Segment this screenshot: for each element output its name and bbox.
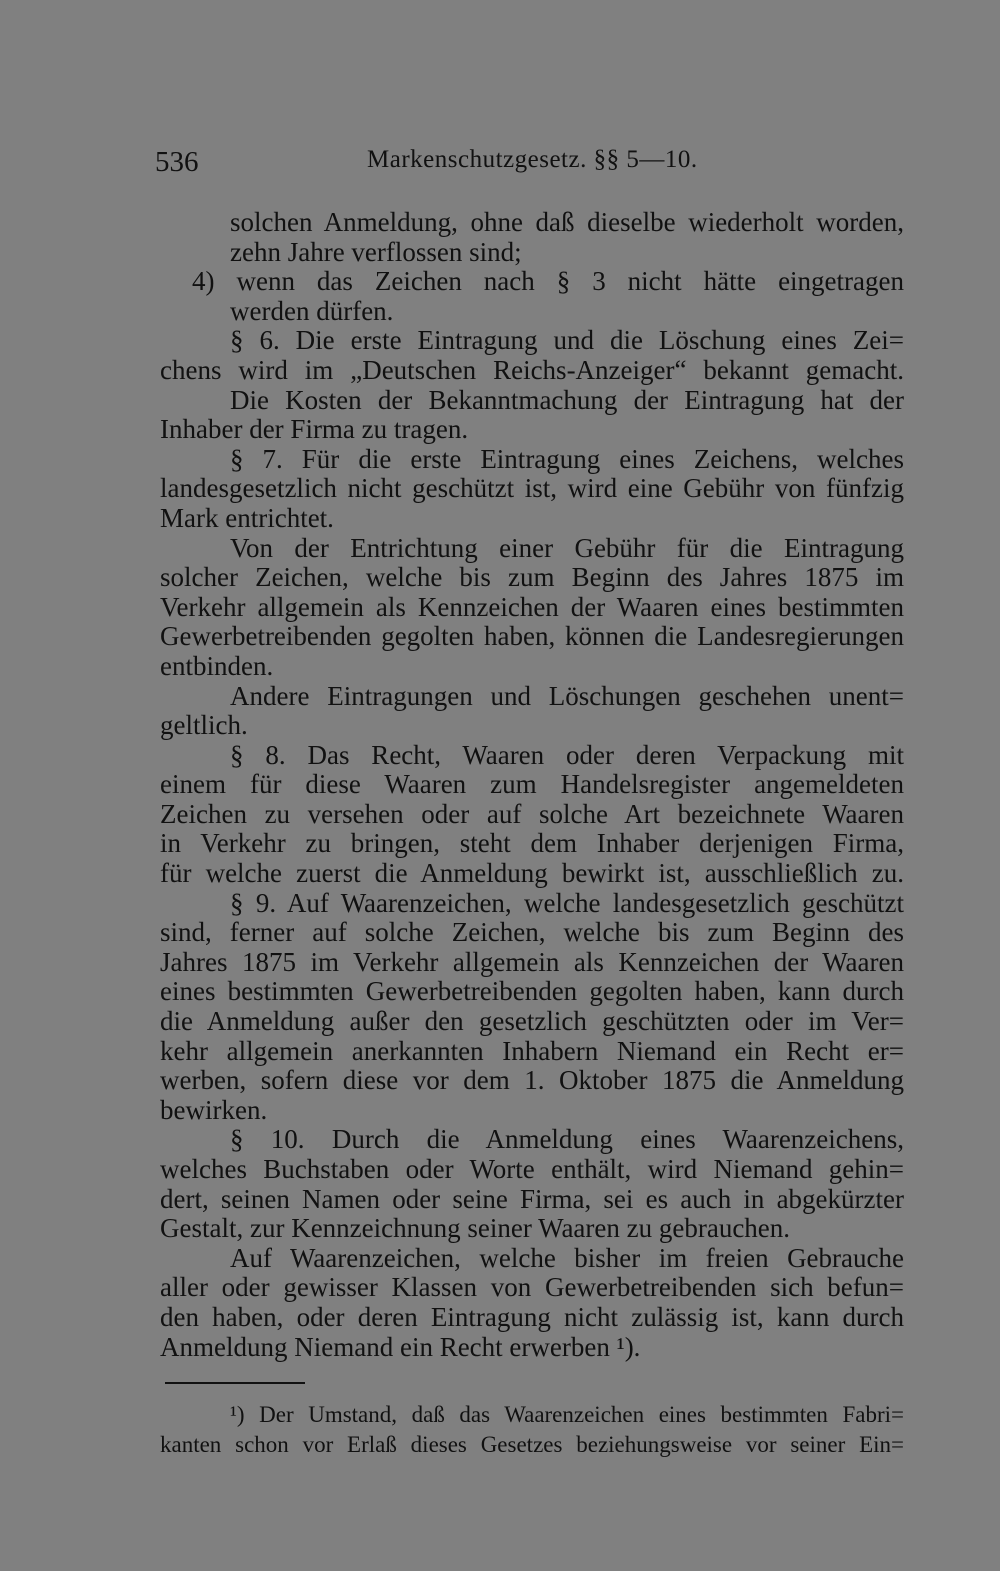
footnote-line: ¹) Der Umstand, daß das Waarenzeichen eines bestimmten Fabri=: [230, 1402, 904, 1427]
text-line: landesgesetzlich nicht geschützt ist, wird eine Gebühr von fünfzig: [160, 474, 904, 504]
text-line: Von der Entrichtung einer Gebühr für die Eintragung: [230, 533, 904, 563]
text-line: aller oder gewisser Klassen von Gewerbetreibenden sich befun=: [160, 1273, 904, 1303]
text-line: § 9. Auf Waarenzeichen, welche landesgesetzlich geschützt: [230, 888, 904, 918]
text-line: Die Kosten der Bekanntmachung der Eintragung hat der: [230, 385, 904, 415]
text-line: § 7. Für die erste Eintragung eines Zeichens, welches: [230, 444, 904, 474]
text-line: Jahres 1875 im Verkehr allgemein als Kennzeichen der Waaren: [160, 947, 904, 977]
text-line: kehr allgemein anerkannten Inhabern Niemand ein Recht er=: [160, 1036, 904, 1066]
text-line: entbinden.: [160, 651, 274, 681]
text-line: sind, ferner auf solche Zeichen, welche bis zum Beginn des: [160, 918, 904, 948]
text-line: eines bestimmten Gewerbetreibenden gegolten haben, kann durch: [160, 977, 904, 1007]
page-header: [155, 142, 915, 186]
text-line: Andere Eintragungen und Löschungen geschehen unent=: [230, 681, 904, 711]
text-line: Auf Waarenzeichen, welche bisher im freien Gebrauche: [230, 1243, 904, 1273]
footnote-line: kanten schon vor Erlaß dieses Gesetzes beziehungsweise vor seiner Ein=: [160, 1431, 904, 1457]
text-line: solcher Zeichen, welche bis zum Beginn des Jahres 1875 im: [160, 563, 904, 593]
text-line: § 6. Die erste Eintragung und die Löschung eines Zei=: [230, 326, 904, 356]
text-line: Verkehr allgemein als Kennzeichen der Waaren eines bestimmten: [160, 592, 904, 622]
text-line: § 8. Das Recht, Waaren oder deren Verpackung mit: [230, 740, 904, 770]
running-title: Markenschutzgesetz. §§ 5—10.: [367, 146, 698, 173]
footnote-rule: [165, 1382, 305, 1384]
text-line: die Anmeldung außer den gesetzlich geschützten oder im Ver=: [160, 1007, 904, 1037]
text-line: werden dürfen.: [230, 296, 394, 326]
text-line: welches Buchstaben oder Worte enthält, wird Niemand gehin=: [160, 1155, 904, 1184]
text-line: dert, seinen Namen oder seine Firma, sei es auch in abgekürzter: [160, 1184, 904, 1214]
text-line: geltlich.: [160, 711, 248, 741]
text-line: Gestalt, zur Kennzeichnung seiner Waaren zu gebrauchen.: [160, 1214, 791, 1244]
text-line: werben, sofern diese vor dem 1. Oktober 1875 die Anmeldung: [160, 1066, 904, 1096]
text-line: Gewerbetreibenden gegolten haben, können die Landesregierungen: [160, 622, 904, 652]
text-line: in Verkehr zu bringen, steht dem Inhaber derjenigen Firma,: [160, 829, 904, 859]
text-line: bewirken.: [160, 1095, 268, 1125]
text-line: Mark entrichtet.: [160, 503, 334, 533]
page-number: 536: [155, 146, 199, 178]
text-line: 4) wenn das Zeichen nach § 3 nicht hätte eingetragen: [192, 267, 904, 297]
text-line: zehn Jahre verflossen sind;: [230, 237, 522, 267]
text-line: solchen Anmeldung, ohne daß dieselbe wiederholt worden,: [230, 208, 904, 237]
footnotes: [160, 1400, 904, 1459]
text-line: einem für diese Waaren zum Handelsregister angemeldeten: [160, 770, 904, 800]
text-line: Zeichen zu versehen oder auf solche Art bezeichnete Waaren: [160, 799, 904, 829]
text-line: den haben, oder deren Eintragung nicht zulässig ist, kann durch: [160, 1302, 904, 1332]
text-line: § 10. Durch die Anmeldung eines Waarenzeichens,: [230, 1125, 904, 1155]
text-line: für welche zuerst die Anmeldung bewirkt ist, ausschließlich zu.: [160, 859, 904, 889]
text-line: chens wird im „Deutschen Reichs-Anzeiger“ bekannt gemacht.: [160, 355, 904, 385]
text-line: Anmeldung Niemand ein Recht erwerben ¹).: [160, 1332, 641, 1362]
text-line: Inhaber der Firma zu tragen.: [160, 415, 469, 445]
body-text: [160, 208, 904, 1362]
